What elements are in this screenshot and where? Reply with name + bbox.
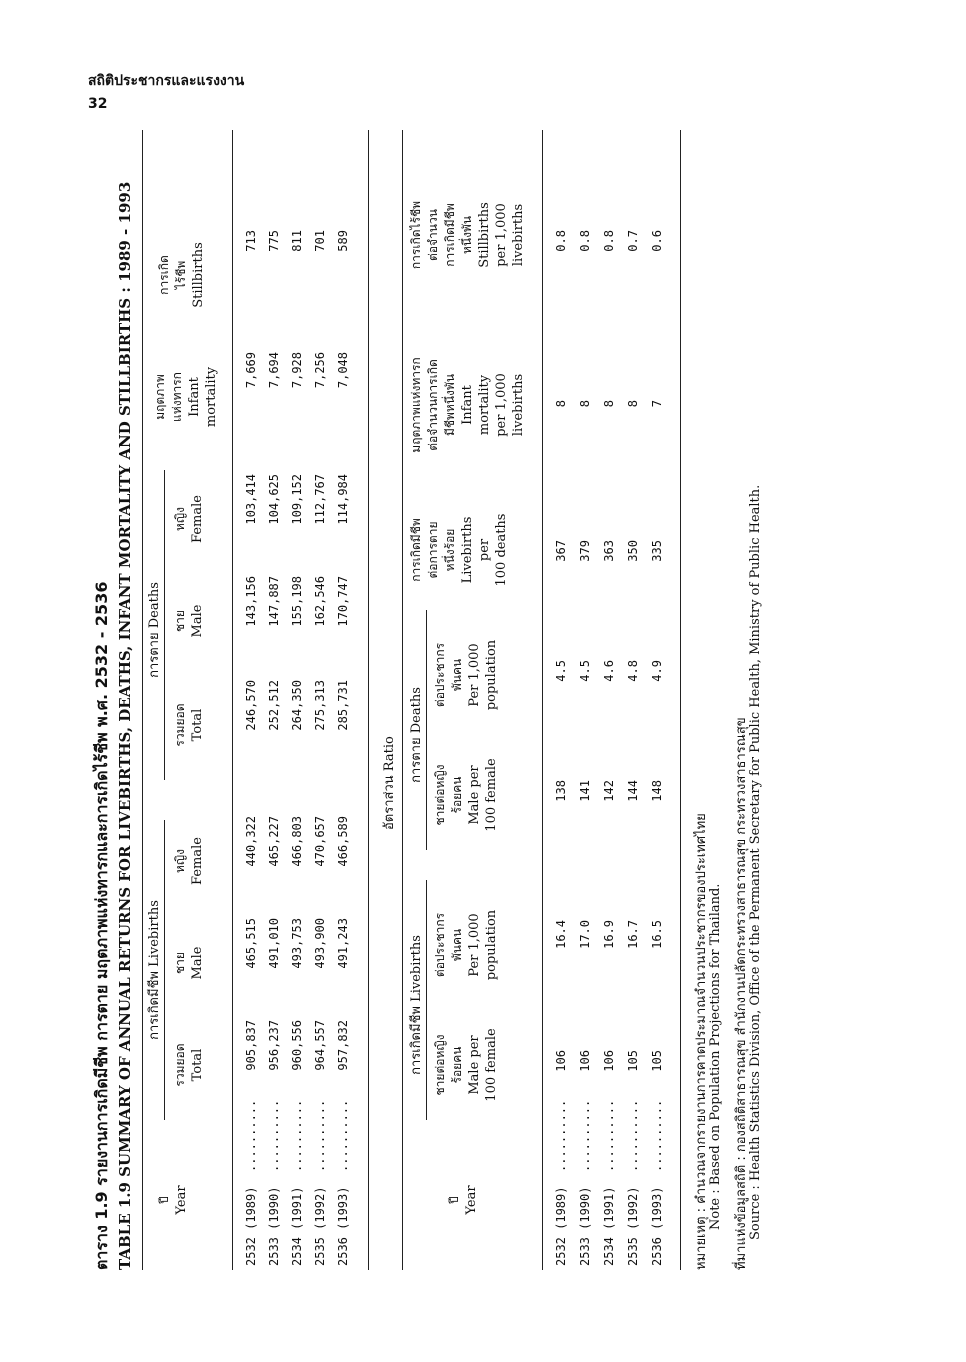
- ratio-cell-lb-per-100-deaths: 335: [650, 540, 664, 562]
- table-cell-d-total: 285,731: [336, 680, 350, 731]
- d-female-header: หญิง Female: [173, 495, 205, 543]
- table-cell-still: 713: [244, 230, 258, 252]
- ratio-cell-stillbirth-rate: 0.8: [578, 230, 592, 252]
- table-cell-lb-female: 470,657: [313, 816, 327, 867]
- ratio-deaths-group-header: การตาย Deaths: [409, 687, 424, 783]
- d-male-header: ชาย Male: [173, 604, 205, 638]
- year-header: ปี Year: [157, 1185, 189, 1215]
- ratio-cell-stillbirth-rate: 0.8: [602, 230, 616, 252]
- ratio-cell-lb-per-1000: 16.4: [554, 920, 568, 949]
- source-thai: ที่มาแห่งข้อมูลสถิติ : กองสถิติสาธารณสุข สำนักงานปลัดกระทรวงสาธารณสุข กระทรวงสาธารณสุข: [734, 717, 749, 1270]
- ratio-cell-lb-per-1000: 16.7: [626, 920, 640, 949]
- ratio-row-year: 2532 (1989): [554, 1186, 568, 1266]
- table-cell-infant: 7,694: [267, 352, 281, 389]
- ratio-cell-stillbirth-rate: 0.8: [554, 230, 568, 252]
- table-cell-lb-male: 465,515: [244, 918, 258, 969]
- infant-mortality-rate-header: มฤตภาพแห่งทารก ต่อจำนวนการเกิด มีชีพหนึ่งพัน Infant mortality per 1,000 livebirths: [409, 357, 526, 453]
- table-cell-infant: 7,256: [313, 352, 327, 389]
- source-english: Source : Health Statistics Division, Office of the Permanent Secretary for Public Health, Ministry of Public Health.: [748, 484, 763, 1240]
- table-cell-lb-male: 493,900: [313, 918, 327, 969]
- table-cell-d-female: 112,767: [313, 474, 327, 525]
- lb-per-100-deaths-header: การเกิดมีชีพ ต่อการตาย หนึ่งร้อย Livebirths per 100 deaths: [409, 513, 509, 587]
- row-year: 2536 (1993): [336, 1186, 350, 1266]
- section-title: สถิติประชากรและแรงงาน: [88, 73, 245, 89]
- table-cell-still: 701: [313, 230, 327, 252]
- ratio-cell-d-per-1000: 4.6: [602, 660, 616, 682]
- lb-female-header: หญิง Female: [173, 837, 205, 885]
- ratio-cell-lb-per-100-deaths: 367: [554, 540, 568, 562]
- table-cell-lb-male: 493,753: [290, 918, 304, 969]
- d-total-header: รวมยอด Total: [173, 703, 205, 747]
- ratio-cell-d-per-1000: 4.9: [650, 660, 664, 682]
- ratio-cell-stillbirth-rate: 0.6: [650, 230, 664, 252]
- ratio-cell-infant-mortality-rate: 8: [626, 400, 640, 408]
- ratio-cell-infant-mortality-rate: 7: [650, 400, 664, 408]
- ratio-cell-male-per-female-lb: 105: [626, 1050, 640, 1072]
- ratio-caption: อัตราส่วน Ratio: [382, 736, 397, 830]
- table-cell-still: 589: [336, 230, 350, 252]
- rotated-table-page: ตาราง 1.9 รายงานการเกิดมีชีพ การตาย มฤตภาพแห่งทารกและการเกิดไร้ชีพ พ.ศ. 2532 - 2536 TABLE 1.9 SUMMARY OF ANNUAL RETURNS FOR LIVEBIRTHS, DEATHS, INFANT MORTALITY AND STILLBIRTHS : 1989 - 1993 ปี Year การเกิดมีชีพ Livebirths การตาย Deaths รวมยอด Total ชาย Male หญิง Female รวมยอด Total ชาย Male หญิง Female มฤตภาพ แห่งทารก Infant mortality การเกิด ไร้ชีพ Stillbirths 2532 (1989) .......... 905,837 465,515 440,322 246,570 143,156 103,414 7,669 713 2533 (1990) .......... 956,237 491,010 465,227 252,512 147,887 104,625 7,694 775 2534 (1991) .......... 960,556 493,753 466,803 264,350 155,198 109,152 7,928 811 2535 (1992) .......... 964,557 493,900 470,657 275,313 162,546 112,767 7,256 701 2536 (1993) .......... 957,832 491,243 466,589 285,731 170,747 114,984 7,048 589 อัตราส่วน Ratio ปี Year การเกิดมีชีพ Livebirths การตาย Deaths ชายต่อหญิง ร้อยคน Male per 100 female ต่อประชากร พันคน Per 1,000 population ชายต่อหญิง ร้อยคน Male per 100 female ต่อประชากร พันคน Per 1,000 population การเกิดมีชีพ ต่อการตาย หนึ่งร้อย Livebirths per 100 deaths มฤตภาพแห่งทารก ต่อจำนวนการเกิด มีชีพหนึ่งพัน Infant mortality per 1,000 livebirths การเกิดไร้ชีพ ต่อจำนวน การเกิดมีชีพ หนึ่งพัน Stillbirths per 1,000 livebirths 2532 (1989) .......... 106 16.4 138 4.5 367 8 0.8 2533 (1990) .......... 106 17.0 141 4.5 379 8 0.8 2534 (1991) .......... 106 16.9 142 4.6 363 8 0.8 2535 (1992) .......... 105 16.7 144 4.8 350 8 0.7 2536 (1993) .......... 105 16.5 148 4.9 335 7 0.6 หมายเหตุ : คำนวณจากรายงานการคาดประมาณจำนวนประชากรของประเทศไทย Note : Based on Population Projections for Thailand. ที่มาแห่งข้อมูลสถิติ : กองสถิติสาธารณสุข สำนักงานปลัดกระทรวงสาธารณสุข กระทรวงสาธารณสุข Source : Health Statistics Division, Office of the Permanent Secretary for Public Health, Ministry of Public Health.: [90, 120, 910, 1270]
- ratio-year-header: ปี Year: [447, 1185, 479, 1215]
- table-cell-d-female: 103,414: [244, 474, 258, 525]
- table-cell-d-male: 143,156: [244, 576, 258, 627]
- ratio-cell-male-per-female-d: 141: [578, 780, 592, 802]
- table-cell-still: 775: [267, 230, 281, 252]
- table-cell-infant: 7,048: [336, 352, 350, 389]
- table-cell-lb-male: 491,243: [336, 918, 350, 969]
- table-cell-d-male: 155,198: [290, 576, 304, 627]
- table-cell-lb-total: 957,832: [336, 1020, 350, 1071]
- ratio-cell-lb-per-1000: 16.9: [602, 920, 616, 949]
- ratio-row-year: 2533 (1990): [578, 1186, 592, 1266]
- livebirths-group-header: การเกิดมีชีพ Livebirths: [147, 900, 162, 1040]
- ratio-cell-male-per-female-d: 142: [602, 780, 616, 802]
- ratio-cell-male-per-female-d: 148: [650, 780, 664, 802]
- infant-mortality-header: มฤตภาพ แห่งทารก Infant mortality: [153, 366, 219, 428]
- table-cell-d-female: 109,152: [290, 474, 304, 525]
- table-cell-lb-total: 956,237: [267, 1020, 281, 1071]
- table-cell-infant: 7,928: [290, 352, 304, 389]
- ratio-cell-male-per-female-d: 138: [554, 780, 568, 802]
- table-cell-lb-female: 466,803: [290, 816, 304, 867]
- table-cell-d-male: 147,887: [267, 576, 281, 627]
- row-year: 2535 (1992): [313, 1186, 327, 1266]
- table-title-thai: ตาราง 1.9 รายงานการเกิดมีชีพ การตาย มฤตภาพแห่งทารกและการเกิดไร้ชีพ พ.ศ. 2532 - 2536: [92, 581, 111, 1270]
- ratio-row-year: 2535 (1992): [626, 1186, 640, 1266]
- table-cell-lb-female: 440,322: [244, 816, 258, 867]
- lb-total-header: รวมยอด Total: [173, 1043, 205, 1087]
- table-cell-lb-total: 964,557: [313, 1020, 327, 1071]
- page-number: 32: [88, 96, 108, 112]
- table-cell-still: 811: [290, 230, 304, 252]
- table-cell-lb-total: 960,556: [290, 1020, 304, 1071]
- ratio-cell-infant-mortality-rate: 8: [602, 400, 616, 408]
- ratio-cell-lb-per-100-deaths: 363: [602, 540, 616, 562]
- table-cell-lb-male: 491,010: [267, 918, 281, 969]
- row-year: 2534 (1991): [290, 1186, 304, 1266]
- ratio-cell-male-per-female-d: 144: [626, 780, 640, 802]
- note-english: Note : Based on Population Projections for Thailand.: [708, 883, 723, 1230]
- row-year: 2532 (1989): [244, 1186, 258, 1266]
- ratio-row-year: 2536 (1993): [650, 1186, 664, 1266]
- note-thai: หมายเหตุ : คำนวณจากรายงานการคาดประมาณจำนวนประชากรของประเทศไทย: [694, 813, 709, 1270]
- table-cell-lb-total: 905,837: [244, 1020, 258, 1071]
- ratio-cell-d-per-1000: 4.5: [554, 660, 568, 682]
- d-per-1000-header: ต่อประชากร พันคน Per 1,000 population: [433, 639, 499, 711]
- lb-per-1000-header: ต่อประชากร พันคน Per 1,000 population: [433, 909, 499, 981]
- ratio-cell-lb-per-1000: 17.0: [578, 920, 592, 949]
- ratio-cell-male-per-female-lb: 106: [554, 1050, 568, 1072]
- table-cell-d-total: 264,350: [290, 680, 304, 731]
- table-cell-lb-female: 466,589: [336, 816, 350, 867]
- ratio-cell-infant-mortality-rate: 8: [578, 400, 592, 408]
- ratio-cell-infant-mortality-rate: 8: [554, 400, 568, 408]
- ratio-cell-stillbirth-rate: 0.7: [626, 230, 640, 252]
- row-year: 2533 (1990): [267, 1186, 281, 1266]
- deaths-group-header: การตาย Deaths: [147, 582, 162, 678]
- ratio-cell-lb-per-100-deaths: 379: [578, 540, 592, 562]
- lb-male-header: ชาย Male: [173, 946, 205, 980]
- table-cell-lb-female: 465,227: [267, 816, 281, 867]
- ratio-cell-d-per-1000: 4.8: [626, 660, 640, 682]
- table-cell-d-male: 162,546: [313, 576, 327, 627]
- ratio-cell-male-per-female-lb: 105: [650, 1050, 664, 1072]
- ratio-row-year: 2534 (1991): [602, 1186, 616, 1266]
- ratio-cell-male-per-female-lb: 106: [578, 1050, 592, 1072]
- table-cell-d-female: 104,625: [267, 474, 281, 525]
- ratio-cell-lb-per-100-deaths: 350: [626, 540, 640, 562]
- table-title-english: TABLE 1.9 SUMMARY OF ANNUAL RETURNS FOR LIVEBIRTHS, DEATHS, INFANT MORTALITY AND STILLBIRTHS : 1989 - 1993: [116, 181, 134, 1270]
- table-cell-d-total: 275,313: [313, 680, 327, 731]
- table-cell-d-total: 246,570: [244, 680, 258, 731]
- table-cell-d-total: 252,512: [267, 680, 281, 731]
- male-per-female-d-header: ชายต่อหญิง ร้อยคน Male per 100 female: [433, 758, 499, 832]
- table-cell-d-female: 114,984: [336, 474, 350, 525]
- table-cell-d-male: 170,747: [336, 576, 350, 627]
- table-cell-infant: 7,669: [244, 352, 258, 389]
- male-per-female-lb-header: ชายต่อหญิง ร้อยคน Male per 100 female: [433, 1028, 499, 1102]
- ratio-cell-male-per-female-lb: 106: [602, 1050, 616, 1072]
- ratio-cell-d-per-1000: 4.5: [578, 660, 592, 682]
- ratio-livebirths-group-header: การเกิดมีชีพ Livebirths: [409, 935, 424, 1075]
- stillbirth-rate-header: การเกิดไร้ชีพ ต่อจำนวน การเกิดมีชีพ หนึ่งพัน Stillbirths per 1,000 livebirths: [409, 200, 526, 270]
- stillbirths-header: การเกิด ไร้ชีพ Stillbirths: [157, 242, 206, 308]
- ratio-cell-lb-per-1000: 16.5: [650, 920, 664, 949]
